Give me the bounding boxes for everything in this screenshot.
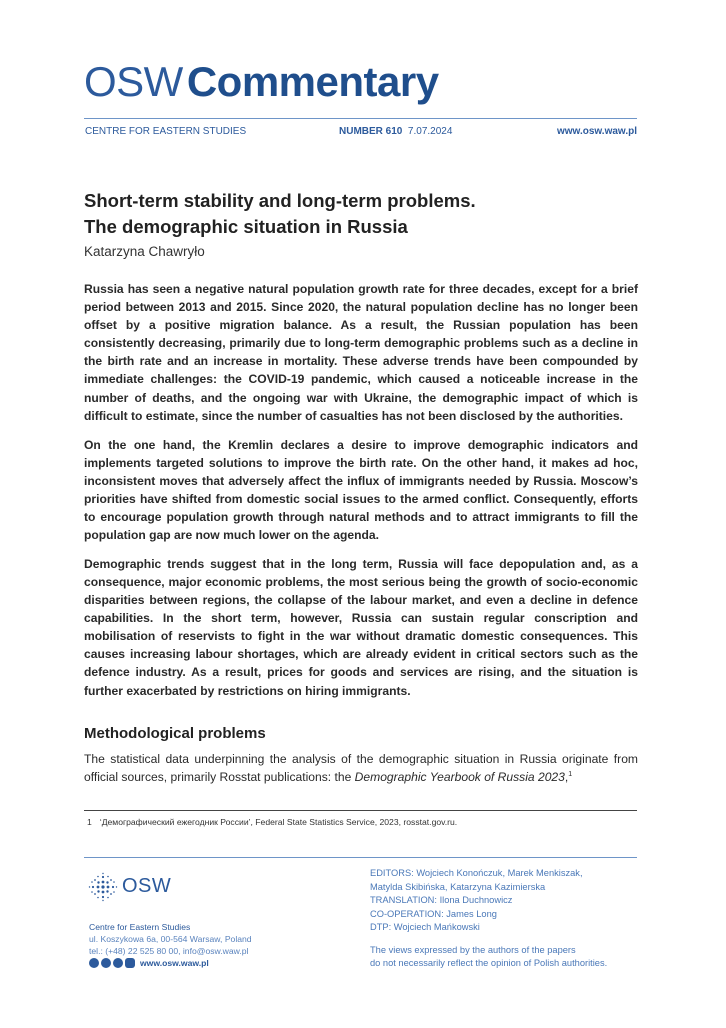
address-block	[89, 921, 252, 957]
logo-text: OSW	[122, 875, 172, 897]
credits-line: CO-OPERATION: James Long	[370, 908, 497, 919]
youtube-icon[interactable]	[125, 958, 135, 968]
address-line-3: tel.: (+48) 22 525 80 00, info@osw.waw.pl	[89, 946, 249, 956]
footer-divider	[84, 857, 637, 858]
footnote	[87, 817, 457, 827]
podcast-icon[interactable]	[113, 958, 123, 968]
body-italic-title: Demographic Yearbook of Russia 2023	[354, 770, 565, 785]
footnote-divider	[84, 810, 637, 811]
website-link[interactable]: www.osw.waw.pl	[556, 126, 637, 137]
article-title	[84, 188, 644, 240]
centre-name: CENTRE FOR EASTERN STUDIES	[85, 126, 247, 137]
social-links	[89, 957, 209, 969]
title-line-1: Short-term stability and long-term problems.	[84, 190, 476, 211]
section-heading: Methodological problems	[84, 725, 266, 742]
facebook-icon[interactable]	[89, 958, 99, 968]
body-text: The statistical data underpinning the analysis of the demographic situation in Russia originate from official sources, primarily Rosstat publications: the	[84, 752, 638, 785]
address-line-1: Centre for Eastern Studies	[89, 922, 191, 932]
body-comma: ,	[564, 770, 569, 785]
lead-text	[84, 280, 638, 710]
issue-number	[339, 126, 452, 137]
twitter-icon[interactable]	[101, 958, 111, 968]
credits-line: DTP: Wojciech Mańkowski	[370, 922, 480, 933]
lead-paragraph-3: Demographic trends suggest that in the long term, Russia will face depopulation and, as a consequence, major economic problems, the most serious being the growth of socio-economic disparities between regions, the collapse of the labour market, and even a decline in defence capabilities. In the short term, however, Russia can sustain regular conscription and mobilisation of reservists to fight in the war without dramatic domestic consequences. This causes increasing labour shortages, which are already evident in critical sectors such as the defence industry. As a result, prices for goods and services are rising, and the situation is further exacerbated by restrictions on hiring immigrants.	[84, 556, 638, 698]
lead-paragraph-2: On the one hand, the Kremlin declares a desire to improve demographic indicators and implements targeted solutions to improve the birth rate. On the other hand, it makes ad hoc, inconsistent moves that adversely affect the influx of immigrants needed by Russia. Moscow’s priorities have shifted from domestic social issues to the armed conflict. Consequently, efforts to encourage population growth through natural methods and to attract immigrants to fill the population gap are now much lower on the agenda.	[84, 437, 638, 543]
title-line-2: The demographic situation in Russia	[84, 216, 408, 237]
globe-icon	[86, 870, 120, 904]
footer-website-link[interactable]: www.osw.waw.pl	[140, 958, 209, 968]
footnote-text: ‘Демографический ежегодник России’, Federal State Statistics Service, 2023, rosstat.gov.ru.	[99, 817, 458, 827]
issue-date: 7.07.2024	[407, 126, 453, 137]
lead-paragraph-1: Russia has seen a negative natural population growth rate for three decades, except for a brief period between 2013 and 2015. Since 2020, the natural population decline has no longer been offset by a positive migration balance. As a result, the Russian population has been consistently decreasing, primarily due to long-term demographic problems such as a decline in the birth rate and an increase in mortality. These adverse trends have been compounded by immediate challenges: the COVID-19 pandemic, which caused a noticeable increase in the number of deaths, and the ongoing war with Ukraine, the demographic impact of which is difficult to estimate, since the number of casualties has not been disclosed by the authorities.	[84, 282, 638, 423]
credits-block	[370, 867, 583, 935]
osw-logo	[86, 870, 186, 904]
credits-line: TRANSLATION: Ilona Duchnowicz	[370, 895, 513, 906]
disclaimer-line-1: The views expressed by the authors of the papers	[370, 945, 576, 955]
disclaimer-line-2: do not necessarily reflect the opinion of Polish authorities.	[370, 958, 608, 968]
footnote-number: 1	[87, 817, 92, 827]
masthead	[84, 58, 439, 110]
article-author: Katarzyna Chawryło	[84, 244, 205, 259]
issue-number-label: NUMBER 610	[339, 126, 403, 137]
disclaimer	[370, 944, 607, 970]
footnote-reference[interactable]: 1	[568, 771, 573, 779]
address-line-2: ul. Koszykowa 6a, 00-564 Warsaw, Poland	[89, 934, 252, 944]
masthead-series: Commentary	[186, 58, 439, 105]
credits-line: Matylda Skibińska, Katarzyna Kazimierska	[370, 881, 546, 892]
info-bar	[84, 126, 637, 140]
body-paragraph	[84, 750, 638, 787]
masthead-brand: OSW	[84, 58, 183, 105]
credits-line: EDITORS: Wojciech Konończuk, Marek Menkiszak,	[370, 868, 583, 878]
header-divider	[84, 118, 637, 119]
